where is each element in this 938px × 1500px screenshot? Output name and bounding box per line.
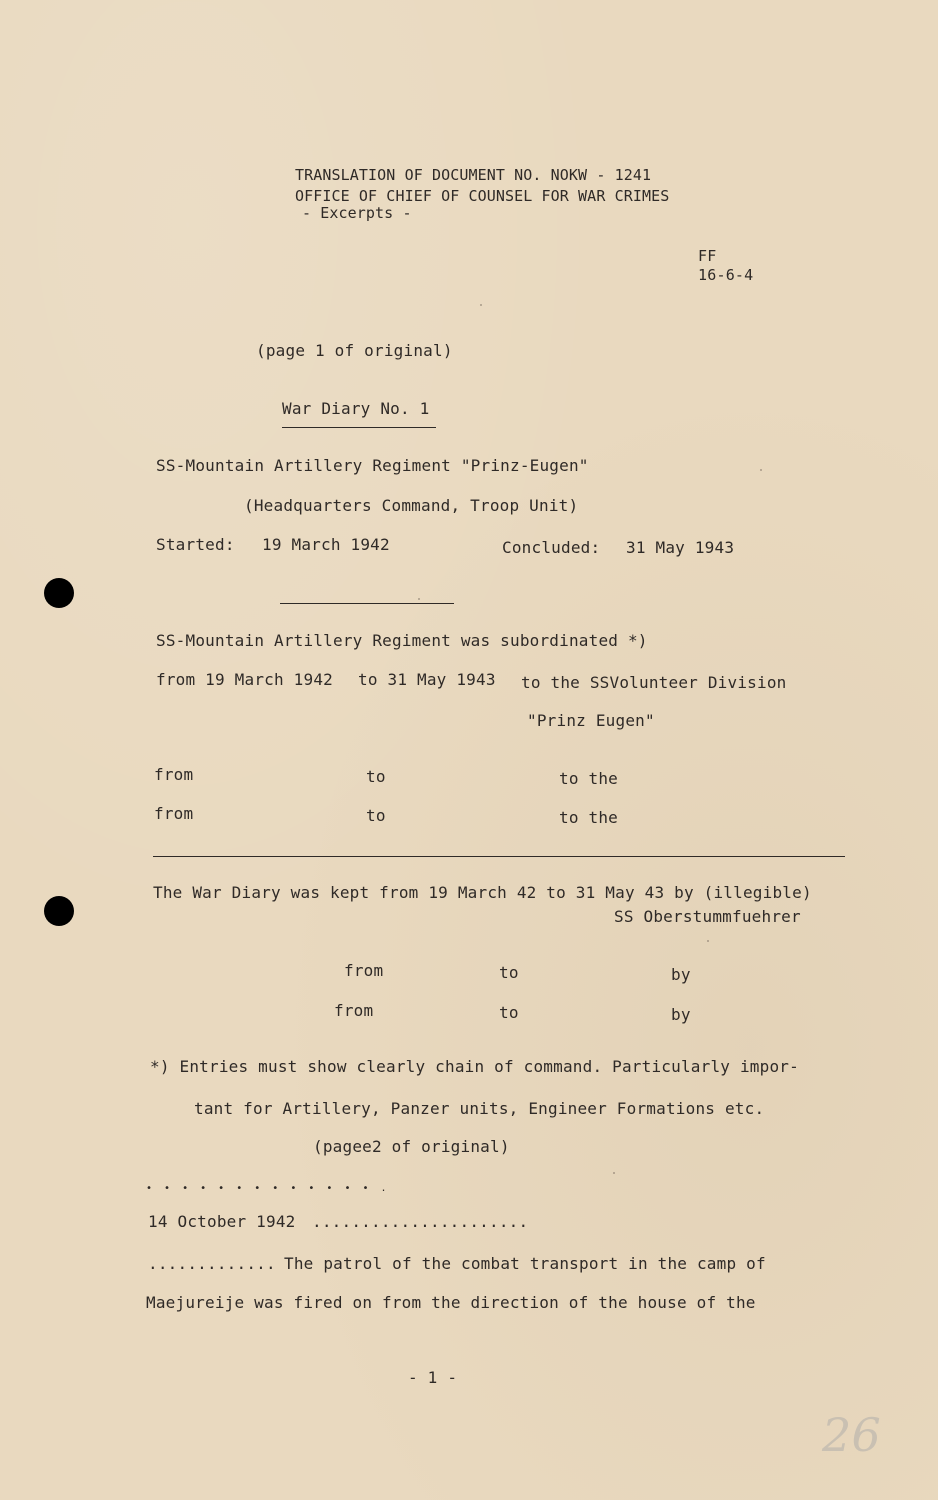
- kept-row-2-from: from: [334, 1001, 374, 1020]
- reference-code-line-1: FF: [698, 247, 717, 265]
- started-date: 19 March 1942: [262, 535, 390, 554]
- subordination-row-3-from: from: [154, 804, 194, 823]
- paper-speck: [480, 304, 482, 306]
- reference-code-line-2: 16-6-4: [698, 266, 754, 284]
- subordination-row-1-unit-name: "Prinz Eugen": [527, 711, 655, 730]
- page-2-label: (pagee2 of original): [313, 1137, 510, 1156]
- omission-dots-line: • • • • • • • • • • • • • .: [146, 1183, 390, 1194]
- subordination-row-1-from: from 19 March 1942: [156, 670, 333, 689]
- subordination-row-2-from: from: [154, 765, 194, 784]
- concluded-date: 31 May 1943: [626, 538, 735, 557]
- entry-line-1: The patrol of the combat transport in the camp of: [284, 1254, 766, 1273]
- regiment-line: SS-Mountain Artillery Regiment "Prinz-Eugen": [156, 456, 589, 475]
- paper-speck: [707, 940, 709, 942]
- kept-row-2-to: to: [499, 1003, 519, 1022]
- footnote-line-1: *) Entries must show clearly chain of command. Particularly impor-: [150, 1057, 799, 1076]
- entry-date-dots: ......................: [312, 1212, 529, 1231]
- started-label: Started:: [156, 535, 235, 554]
- punch-hole-bottom: [44, 896, 74, 926]
- long-divider-line: [153, 856, 845, 857]
- subordination-row-2-unit: to the: [559, 769, 618, 788]
- kept-row-1-by: by: [671, 965, 691, 984]
- page-number: - 1 -: [408, 1368, 458, 1387]
- subordination-heading: SS-Mountain Artillery Regiment was subordinated *): [156, 631, 648, 650]
- kept-row-1-to: to: [499, 963, 519, 982]
- kept-row-2-by: by: [671, 1005, 691, 1024]
- kept-row-1-from: from: [344, 961, 384, 980]
- subordination-row-1-to: to 31 May 1943: [358, 670, 496, 689]
- document-header-line-1: TRANSLATION OF DOCUMENT NO. NOKW - 1241: [295, 166, 652, 184]
- war-diary-title-underline: [282, 427, 436, 428]
- subordination-row-3-unit: to the: [559, 808, 618, 827]
- war-diary-title: War Diary No. 1: [282, 399, 430, 418]
- section-divider-short: [280, 603, 454, 604]
- paper-speck: [418, 598, 420, 600]
- paper-speck: [760, 469, 762, 471]
- paper-speck: [613, 1172, 615, 1174]
- subordination-row-1-unit: to the SSVolunteer Division: [521, 673, 787, 692]
- command-line: (Headquarters Command, Troop Unit): [244, 496, 579, 515]
- footnote-line-2: tant for Artillery, Panzer units, Engineer Formations etc.: [194, 1099, 765, 1118]
- war-diary-kept-line: The War Diary was kept from 19 March 42 to 31 May 43 by (illegible): [153, 883, 812, 902]
- officer-rank: SS Oberstummfuehrer: [614, 907, 801, 926]
- concluded-label: Concluded:: [502, 538, 601, 557]
- subordination-row-2-to: to: [366, 767, 386, 786]
- pencil-page-note: 26: [822, 1408, 881, 1462]
- punch-hole-top: [44, 578, 74, 608]
- document-header-line-3: - Excerpts -: [302, 204, 412, 222]
- document-header-line-2: OFFICE OF CHIEF OF COUNSEL FOR WAR CRIMES: [295, 187, 670, 205]
- entry-line-2: Maejureije was fired on from the direction of the house of the: [146, 1293, 756, 1312]
- subordination-row-3-to: to: [366, 806, 386, 825]
- page-1-label: (page 1 of original): [256, 341, 453, 360]
- entry-line-1-dots: .............: [148, 1254, 276, 1273]
- entry-date: 14 October 1942: [148, 1212, 296, 1231]
